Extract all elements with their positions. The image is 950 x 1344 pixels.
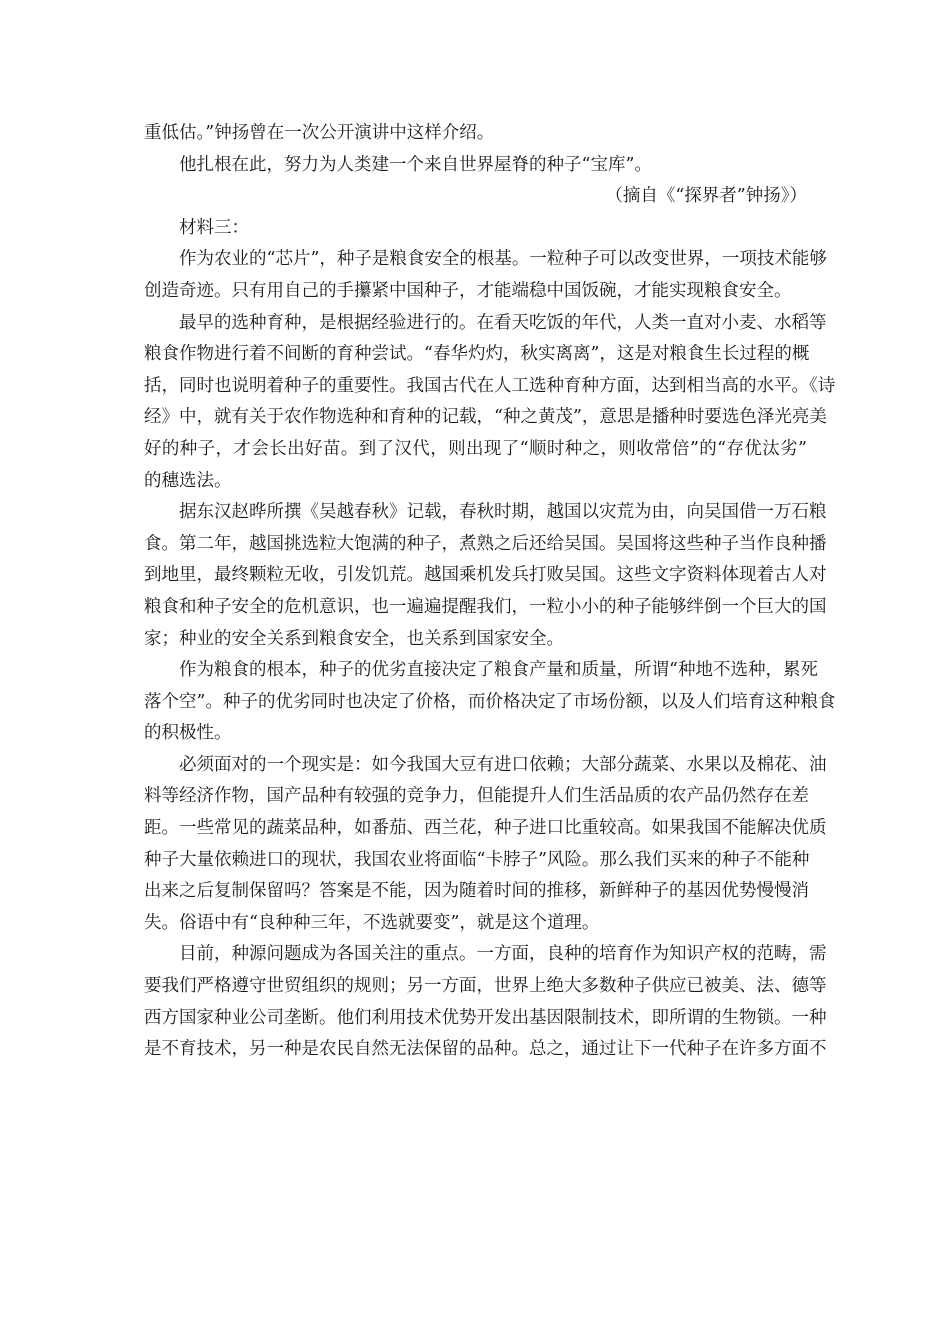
text-line: 作为粮食的根本，种子的优劣直接决定了粮食产量和质量，所谓“种地不选种，累死 bbox=[179, 660, 818, 681]
text-line: 落个空”。种子的优劣同时也决定了价格，而价格决定了市场份额，以及人们培育这种粮食 bbox=[144, 691, 836, 712]
text-line: 创造奇迹。只有用自己的手攥紧中国种子，才能端稳中国饭碗，才能实现粮食安全。 bbox=[144, 280, 792, 301]
text-line: 失。俗语中有“良种种三年，不选就要变”，就是这个道理。 bbox=[144, 912, 600, 933]
text-line: 重低估。”钟扬曾在一次公开演讲中这样介绍。 bbox=[144, 123, 495, 143]
article-body bbox=[144, 118, 836, 1066]
source-citation: （摘自《“探界者”钟扬》） bbox=[605, 186, 807, 207]
text-line: 括，同时也说明着种子的重要性。我国古代在人工选种育种方面，达到相当高的水平。《诗 bbox=[144, 375, 836, 396]
material-heading bbox=[144, 213, 807, 245]
text-line: 距。一些常见的蔬菜品种，如番茄、西兰花，种子进口比重较高。如果我国不能解决优质 bbox=[144, 818, 827, 839]
text-line: 家；种业的安全关系到粮食安全，也关系到国家安全。 bbox=[144, 628, 564, 649]
text-line: 是不育技术，另一种是农民自然无法保留的品种。总之，通过让下一代种子在许多方面不 bbox=[144, 1039, 827, 1060]
text-line: 粮食和种子安全的危机意识，也一遍遍提醒我们，一粒小小的种子能够绊倒一个巨大的国 bbox=[144, 596, 827, 617]
text-line: 食。第二年，越国挑选粒大饱满的种子，煮熟之后还给吴国。吴国将这些种子当作良种播 bbox=[144, 533, 827, 554]
text-line: 西方国家种业公司垄断。他们利用技术优势开发出基因限制技术，即所谓的生物锁。一种 bbox=[144, 1007, 827, 1028]
text-line: 到地里，最终颗粒无收，引发饥荒。越国乘机发兵打败吴国。这些文字资料体现着古人对 bbox=[144, 565, 827, 586]
paragraph bbox=[144, 308, 836, 498]
paragraph bbox=[144, 150, 807, 182]
text-line: 要我们严格遵守世贸组织的规则；另一方面，世界上绝大多数种子供应已被美、法、德等 bbox=[144, 976, 827, 997]
paragraph bbox=[144, 244, 827, 307]
text-line: 他扎根在此，努力为人类建一个来自世界屋脊的种子“宝库”。 bbox=[179, 154, 652, 175]
text-line: 好的种子，才会长出好苗。到了汉代，则出现了“顺时种之，则收常倍”的“存优汰劣” bbox=[144, 438, 807, 459]
text-line: 粮食作物进行着不间断的育种尝试。“春华灼灼，秋实离离”，这是对粮食生长过程的概 bbox=[144, 344, 810, 365]
text-line: 的积极性。 bbox=[144, 723, 232, 744]
text-line: 必须面对的一个现实是：如今我国大豆有进口依赖；大部分蔬菜、水果以及棉花、油 bbox=[179, 754, 827, 775]
text-line: 经》中，就有关于农作物选种和育种的记载，“种之黄茂”，意思是播种时要选色泽光亮美 bbox=[144, 407, 827, 428]
paragraph bbox=[144, 750, 827, 940]
source-note bbox=[144, 181, 807, 213]
text-line: 据东汉赵晔所撰《吴越春秋》记载，春秋时期，越国以灾荒为由，向吴国借一万石粮 bbox=[179, 502, 827, 523]
text-line: 作为农业的“芯片”，种子是粮食安全的根基。一粒种子可以改变世界，一项技术能够 bbox=[179, 249, 827, 270]
text-line: 的穗选法。 bbox=[144, 470, 232, 491]
paragraph bbox=[144, 655, 836, 750]
section-heading: 材料三： bbox=[179, 217, 249, 238]
text-line: 目前，种源问题成为各国关注的重点。一方面，良种的培育作为知识产权的范畴，需 bbox=[179, 944, 827, 965]
paragraph bbox=[144, 939, 827, 1065]
continued-paragraph bbox=[144, 118, 807, 150]
text-line: 料等经济作物，国产品种有较强的竞争力，但能提升人们生活品质的农产品仍然存在差 bbox=[144, 786, 809, 807]
text-line: 种子大量依赖进口的现状，我国农业将面临“卡脖子”风险。那么我们买来的种子不能种 bbox=[144, 849, 810, 870]
text-line: 出来之后复制保留吗？答案是不能，因为随着时间的推移，新鲜种子的基因优势慢慢消 bbox=[144, 881, 809, 902]
paragraph bbox=[144, 497, 827, 655]
text-line: 最早的选种育种，是根据经验进行的。在看天吃饭的年代，人类一直对小麦、水稻等 bbox=[179, 312, 827, 333]
